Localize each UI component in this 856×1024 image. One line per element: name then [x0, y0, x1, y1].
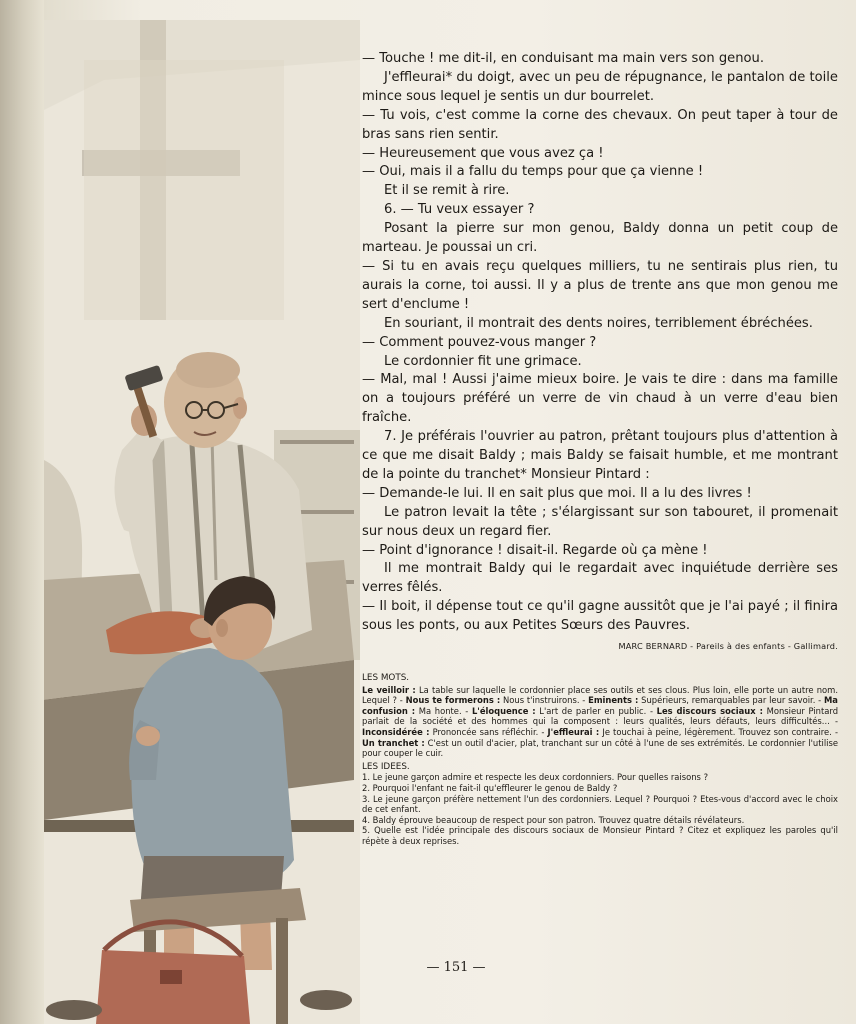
vocab-term: Nous te formerons :	[405, 695, 501, 706]
ideas-section	[362, 762, 838, 847]
vocab-term: Le veilloir :	[362, 684, 416, 695]
cobbler-workshop-illustration	[44, 20, 360, 1024]
vocab-term: Un tranchet :	[362, 737, 425, 748]
idea-question: 5. Quelle est l'idée principale des discours sociaux de Monsieur Pintard ? Citez et expliquez les paroles qu'il répète à deux reprises.	[362, 825, 838, 846]
page-number: — 151 —	[426, 960, 486, 975]
vocabulary-entries	[362, 685, 838, 759]
vocab-term: Ma confusion :	[362, 695, 838, 716]
story-paragraph: J'effleurai* du doigt, avec un peu de répugnance, le pantalon de toile mince sous lequel je sentis un dur bourrelet.	[362, 69, 838, 104]
story-paragraph: Et il se remit à rire.	[384, 183, 510, 199]
idea-question: 1. Le jeune garçon admire et respecte les deux cordonniers. Pour quelles raisons ?	[362, 772, 709, 783]
story-paragraph: Le patron levait la tête ; s'élargissant sur son tabouret, il promenait sur nous deux un regard fier.	[362, 504, 838, 539]
idea-question: 4. Baldy éprouve beaucoup de respect pour son patron. Trouvez quatre détails révélateurs.	[362, 814, 745, 825]
vocab-term: L'éloquence :	[471, 705, 536, 716]
idea-question: 2. Pourquoi l'enfant ne fait-il qu'effleurer le genou de Baldy ?	[362, 783, 618, 794]
text-column	[362, 50, 838, 847]
idea-question: 3. Le jeune garçon préfère nettement l'un des cordonniers. Lequel ? Pourquoi ? Etes-vous d'accord avec le choix de cet enfant.	[362, 793, 838, 815]
vocab-definition: Prononcée sans réfléchir. -	[432, 727, 545, 738]
vocab-term: Eminents :	[588, 695, 639, 706]
ideas-list	[362, 772, 838, 846]
vocab-term: Les discours sociaux :	[656, 705, 763, 716]
vocab-definition: Supérieurs, remarquables par leur savoir. -	[641, 695, 822, 706]
story-paragraph: — Tu vois, c'est comme la corne des chevaux. On peut taper à tour de bras sans rien sentir.	[362, 107, 838, 142]
vocab-definition: Monsieur Pintard parlait de la société et des hommes qui la composent : leurs qualités, leurs défauts, leurs difficultés... -	[362, 705, 839, 727]
vocabulary-heading: LES MOTS.	[362, 673, 410, 684]
story-paragraph: En souriant, il montrait des dents noires, terriblement ébréchées.	[384, 315, 813, 331]
vocab-definition: C'est un outil d'acier, plat, tranchant sur un côté à l'une de ses extrémités. Le cordonnier l'utilise pour couper le cuir.	[362, 737, 838, 759]
story-paragraph: — Touche ! me dit-il, en conduisant ma main vers son genou.	[362, 51, 764, 66]
story-paragraph: — Oui, mais il a fallu du temps pour que ça vienne !	[362, 164, 704, 180]
story-paragraph: — Demande-le lui. Il en sait plus que moi. Il a lu des livres !	[362, 485, 752, 501]
story-paragraph: Posant la pierre sur mon genou, Baldy donna un petit coup de marteau. Je poussai un cri.	[362, 221, 838, 256]
story-paragraph: — Si tu en avais reçu quelques milliers, tu ne sentirais plus rien, tu aurais la corne, toi aussi. Il y a plus de trente ans que mon genou me sert d'enclume !	[362, 258, 838, 312]
story-paragraph: Le cordonnier fit une grimace.	[384, 353, 582, 369]
story-text	[362, 50, 838, 636]
story-paragraph: 6. — Tu veux essayer ?	[384, 202, 535, 218]
story-paragraph: — Comment pouvez-vous manger ?	[362, 334, 597, 350]
story-paragraph: — Il boit, il dépense tout ce qu'il gagne aussitôt que je l'ai payé ; il finira sous les ponts, ou aux Petites Sœurs des Pauvres.	[362, 599, 838, 634]
vocabulary-section	[362, 673, 838, 759]
vocab-definition: La table sur laquelle le cordonnier place ses outils et ses clous. Plus loin, elle porte un autre nom. Lequel ? -	[362, 684, 838, 706]
story-paragraph: — Heureusement que vous avez ça !	[362, 145, 604, 161]
book-spine-shadow	[0, 0, 44, 1024]
vocab-term: J'effleurai :	[547, 727, 600, 738]
story-paragraph: — Point d'ignorance ! disait-il. Regarde où ça mène !	[362, 542, 708, 558]
vocab-definition: L'art de parler en public. -	[539, 705, 653, 716]
story-paragraph: Il me montrait Baldy qui le regardait avec inquiétude derrière ses verres fêlés.	[362, 561, 838, 596]
author-citation: MARC BERNARD - Pareils à des enfants - Gallimard.	[618, 641, 838, 652]
vocab-term: Inconsidérée :	[362, 727, 430, 738]
story-paragraph: 7. Je préférais l'ouvrier au patron, prêtant toujours plus d'attention à ce que me disait Baldy ; mais Baldy se faisait humble, et me montrant de la pointe du tranchet* Monsieur Pintard :	[362, 429, 838, 482]
story-paragraph: — Mal, mal ! Aussi j'aime mieux boire. Je vais te dire : dans ma famille on a toujours préféré un verre de vin chaud à un verre d'eau bien fraîche.	[362, 372, 838, 426]
ideas-heading: LES IDEES.	[362, 761, 410, 772]
vocab-definition: Je touchai à peine, légèrement. Trouvez son contraire. -	[602, 727, 838, 738]
vocab-definition: Nous t'instruirons. -	[503, 695, 586, 706]
vocab-definition: Ma honte. -	[418, 705, 469, 716]
